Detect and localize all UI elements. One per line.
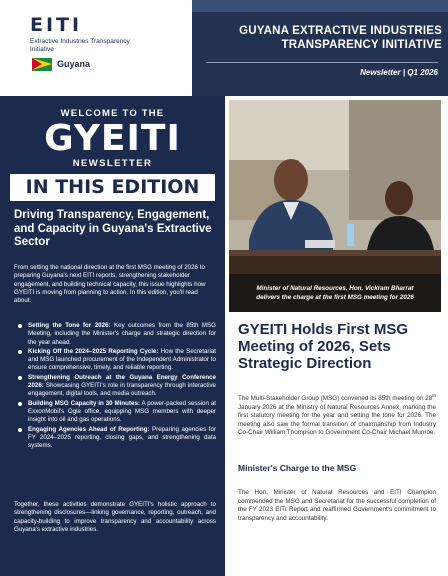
newsletter-label: NEWSLETTER <box>72 158 153 169</box>
photo-caption <box>229 274 441 312</box>
logo-block <box>0 0 192 96</box>
list-item <box>14 400 216 425</box>
meeting-photo <box>229 100 441 312</box>
list-item <box>14 322 216 347</box>
article-title: GYEITI Holds First MSG Meeting of 2026, Sets Strategic Direction <box>238 321 409 372</box>
header-stripe <box>192 0 448 12</box>
header-title-line1: GUYANA EXTRACTIVE INDUSTRIES <box>239 25 442 37</box>
list-item-text: Key outcomes from the 85th MSG Meeting, including the Minister's charge and strategic direction for the year ahead. <box>28 322 216 346</box>
header-title-line2: TRANSPARENCY INITIATIVE <box>281 39 442 51</box>
welcome-label: WELCOME TO THE <box>60 108 165 119</box>
country-label: Guyana <box>57 59 91 69</box>
list-item-title: Engaging Agencies Ahead of Reporting: <box>28 425 150 433</box>
bullet-icon <box>18 376 22 380</box>
bullet-icon <box>18 350 22 354</box>
list-item-text: A power-packed session at ExxonMobil's Ogle office, equipping MSG members with deeper insight into oil and gas operations. <box>28 399 216 424</box>
article-body-part2: January 2026 at the Ministry of Natural Resources Annex, marking the first statutory meeting for the year and setting the tone for 2026. The meeting also saw the formal transition of chairmanship from Industry Co-Chair William Thompson to Government Co-Chair Michael Munroe. <box>238 403 436 437</box>
caption-line1: Minister of Natural Resources, Hon. Vickram Bharrat <box>256 285 414 292</box>
article-body-part1: The Multi-Stakeholder Group (MSG) convened its 85th meeting on 28 <box>238 395 433 403</box>
logo-subtitle: Extractive Industries Transparency Initiative <box>30 38 130 53</box>
header-divider <box>206 62 438 63</box>
list-item-title: Kicking Off the 2024–2025 Reporting Cycle: <box>28 347 159 355</box>
header-title <box>206 24 442 52</box>
closing-paragraph: Together, these activities demonstrate GYEITI's holistic approach to strengthening disclosures—linking governance, reporting, outreach, and capacity-building to improve transparency and accountability across Guyana's extractive industries. <box>14 501 216 533</box>
list-item-text: Showcasing GYEITI's role in transparency through interactive engagement, digital tools, and media outreach. <box>28 382 216 398</box>
list-item-title: Building MSG Capacity in 30 Minutes: <box>28 399 140 407</box>
edition-label: Newsletter | Q1 2026 <box>360 68 438 77</box>
list-item <box>14 348 216 373</box>
bullet-icon <box>18 428 22 432</box>
highlights-list <box>14 322 216 451</box>
article-body-second: The Hon. Minister of Natural Resources and EITI Champion commended the MSG and Secretariat for the successful completion of the FY 2023 EITI Report and reaffirmed Government's commitment to transparency and accountability. <box>238 489 436 522</box>
bullet-icon <box>18 402 22 406</box>
article-subheading: Minister's Charge to the MSG <box>238 463 357 473</box>
caption-line2: delivers the charge at the first MSG meeting for 2026 <box>256 294 414 301</box>
in-this-edition-banner: IN THIS EDITION <box>10 174 215 201</box>
edition-heading: Driving Transparency, Engagement, and Capacity in Guyana's Extractive Sector <box>14 209 212 248</box>
list-item-text: How the Secretariat and MSG launched procurement of the Independent Administrator to ensure comprehensive, timely, and reliable reporting. <box>28 347 216 372</box>
header-band <box>192 0 448 96</box>
intro-paragraph: From setting the national direction at the first MSG meeting of 2026 to preparing Guyana's next EITI reports, strengthening stakeholder engagement, and building technical capacity, this issue highlights how GYEITI is moving from planning to action. In this edition, you'll read about: <box>14 264 206 305</box>
brand-title: GYEITI <box>44 118 181 159</box>
eiti-logo: EITI <box>30 14 83 36</box>
guyana-flag-icon <box>32 58 52 71</box>
date-ordinal: th <box>432 393 436 398</box>
article-body <box>238 392 436 438</box>
list-item-title: Strengthening Outreach at the Guyana Energy Conference 2026: <box>28 373 216 390</box>
list-item <box>14 426 216 451</box>
bullet-icon <box>18 324 22 328</box>
list-item-text: Preparing agencies for FY 2024–2025 reporting, closing gaps, and strengthening data systems. <box>28 425 216 450</box>
left-column <box>0 96 225 576</box>
list-item-title: Setting the Tone for 2026: <box>28 322 111 329</box>
list-item <box>14 374 216 399</box>
